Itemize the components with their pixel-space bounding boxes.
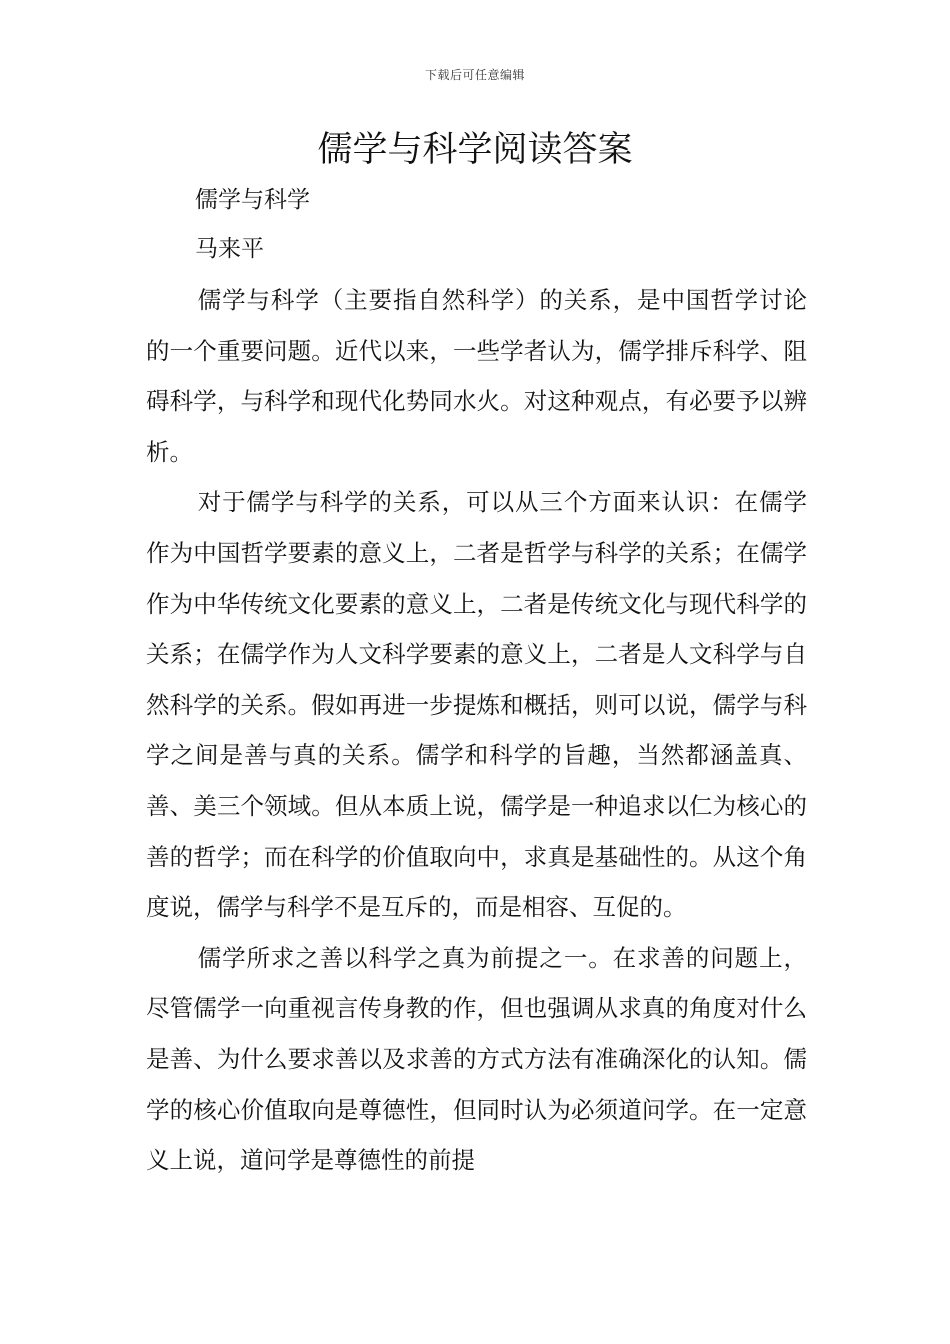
article-subtitle: 儒学与科学 xyxy=(195,187,310,213)
document-title: 儒学与科学阅读答案 xyxy=(317,130,633,170)
paragraph-1: 儒学与科学（主要指自然科学）的关系，是中国哲学讨论的一个重要问题。近代以来，一些学者认为，儒学排斥科学、阻碍科学，与科学和现代化势同水火。对这种观点，有必要予以辨析。 xyxy=(146,286,807,466)
paragraph-2: 对于儒学与科学的关系，可以从三个方面来认识：在儒学作为中国哲学要素的意义上，二者是哲学与科学的关系；在儒学作为中华传统文化要素的意义上，二者是传统文化与现代科学的关系；在儒学作为人文科学要素的意义上，二者是人文科学与自然科学的关系。假如再进一步提炼和概括，则可以说，儒学与科学之间是善与真的关系。儒学和科学的旨趣，当然都涵盖真、善、美三个领域。但从本质上说，儒学是一种追求以仁为核心的善的哲学；而在科学的价值取向中，求真是基础性的。从这个角度说，儒学与科学不是互斥的，而是相容、互促的。 xyxy=(146,488,807,922)
article-author: 马来平 xyxy=(195,236,264,262)
page-header-note: 下载后可任意编辑 xyxy=(424,68,525,82)
paragraph-3: 儒学所求之善以科学之真为前提之一。在求善的问题上，尽管儒学一向重视言传身教的作，但也强调从求真的角度对什么是善、为什么要求善以及求善的方式方法有准确深化的认知。儒学的核心价值取向是尊德性，但同时认为必须道问学。在一定意义上说，道问学是尊德性的前提 xyxy=(146,943,807,1175)
article-body xyxy=(146,275,807,1186)
